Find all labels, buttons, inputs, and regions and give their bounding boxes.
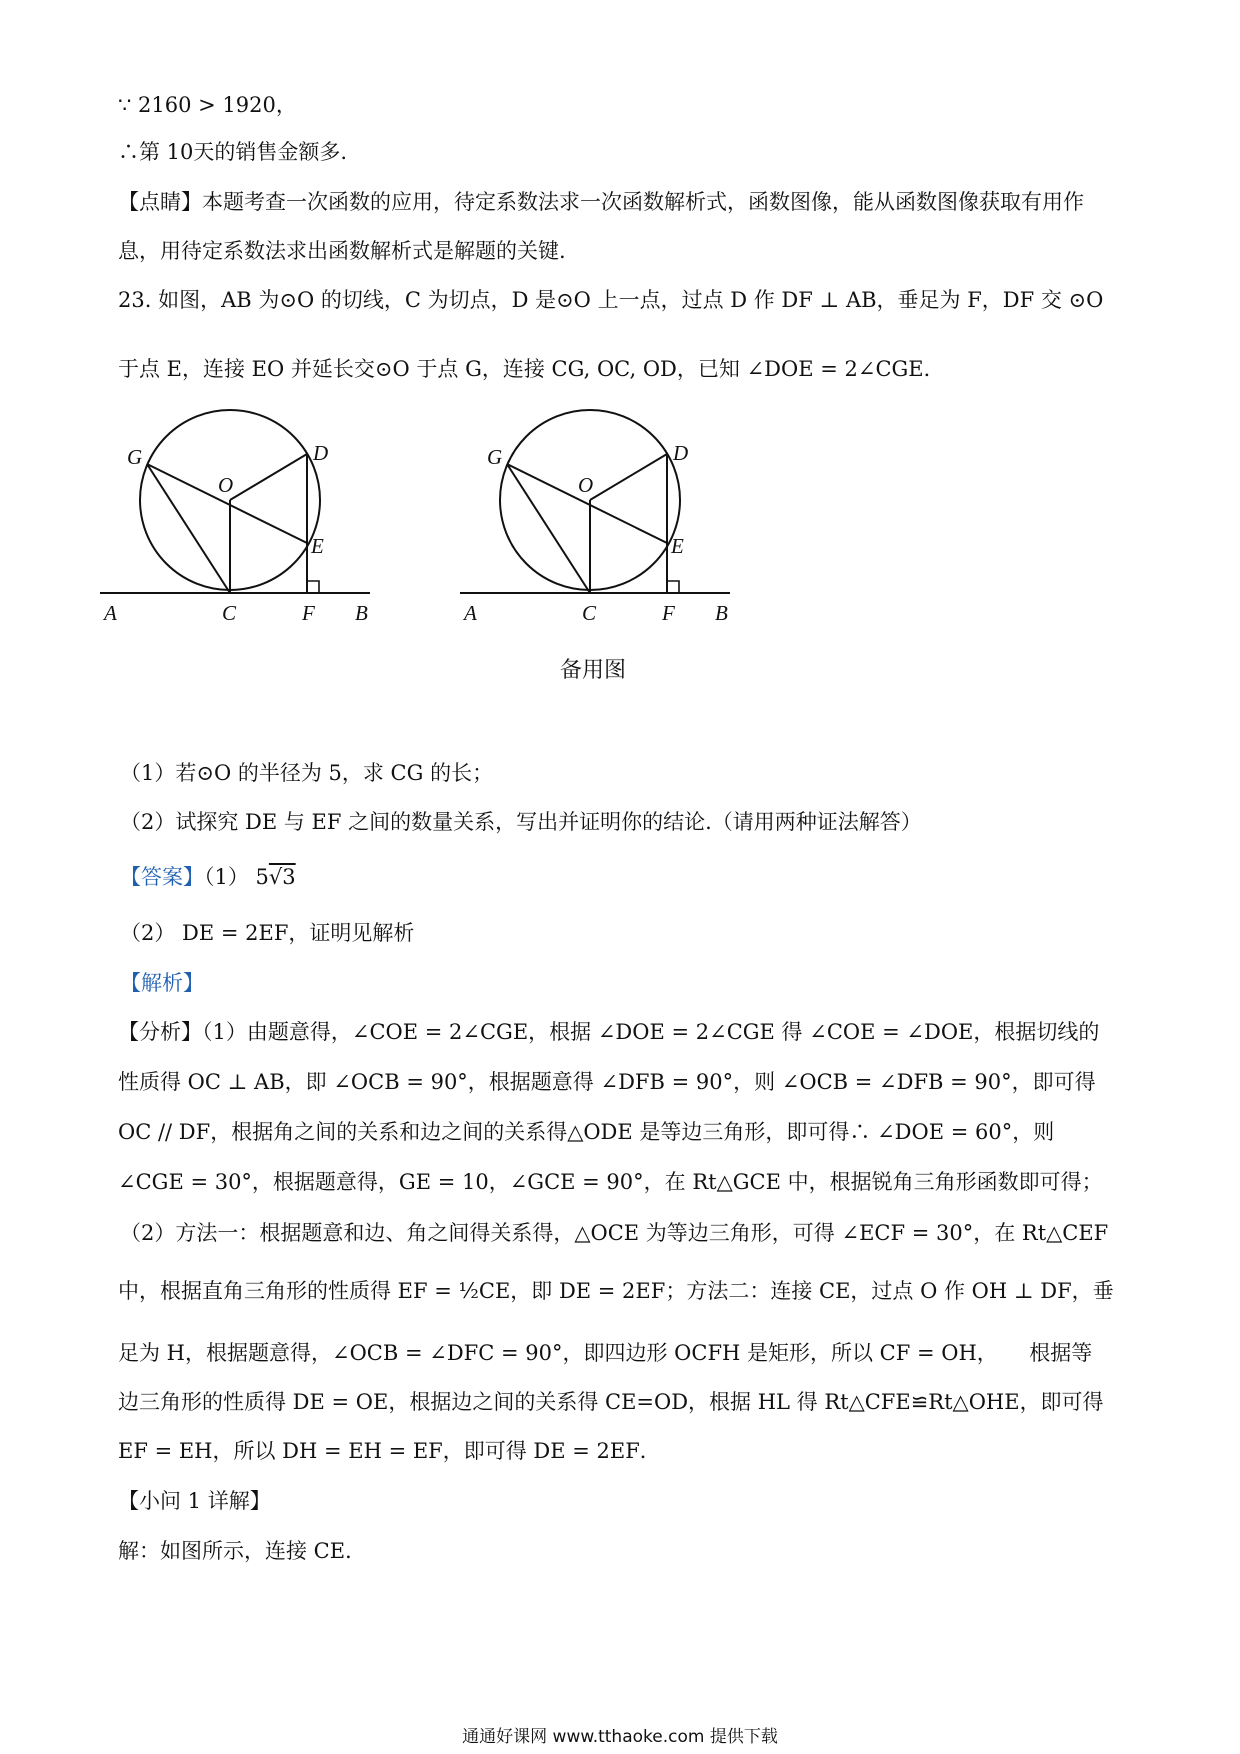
label-b: B: [715, 601, 728, 625]
label-e: E: [671, 534, 684, 558]
analysis-line: （2）方法一：根据题意和边、角之间得关系得，△OCE 为等边三角形，可得 ∠ECF = 30°，在 Rt△CEF: [120, 1221, 1109, 1245]
question-23-line: 于点 E，连接 EO 并延长交⊙O 于点 G，连接 CG, OC, OD，已知 ∠DOE = 2∠CGE．: [118, 357, 945, 381]
geometry-figure-spare: [460, 400, 740, 640]
geometry-figure-main: [100, 400, 380, 640]
text-line: 息，用待定系数法求出函数解析式是解题的关键.: [118, 239, 566, 263]
answer-1-radical: √3: [268, 865, 296, 889]
question-23-line: 23. 如图，AB 为⊙O 的切线，C 为切点，D 是⊙O 上一点，过点 D 作 DF ⊥ AB，垂足为 F，DF 交 ⊙O: [118, 288, 1104, 312]
answer-1-prefix: （1） 5: [204, 865, 269, 889]
label-c: C: [582, 601, 597, 625]
label-d: D: [673, 441, 689, 465]
analysis-line: EF = EH，所以 DH = EH = EF，即可得 DE = 2EF．: [118, 1439, 661, 1463]
sub-question-1: （1）若⊙O 的半径为 5，求 CG 的长；: [120, 761, 494, 785]
label-c: C: [222, 601, 237, 625]
label-a: A: [464, 601, 477, 625]
answer-line-2: （2） DE = 2EF，证明见解析: [120, 921, 415, 945]
sub-question-2: （2）试探究 DE 与 EF 之间的数量关系，写出并证明你的结论.（请用两种证法解答）: [120, 810, 922, 834]
label-e: E: [311, 534, 324, 558]
analysis-line: OC // DF，根据角之间的关系和边之间的关系得△ODE 是等边三角形，即可得∴ ∠DOE = 60°，则: [118, 1120, 1055, 1144]
label-f: F: [302, 601, 315, 625]
analysis-line: ∠CGE = 30°，根据题意得，GE = 10，∠GCE = 90°，在 Rt△GCE 中，根据锐角三角形函数即可得；: [118, 1170, 1103, 1194]
analysis-line: 【分析】（1）由题意得，∠COE = 2∠CGE，根据 ∠DOE = 2∠CGE 得 ∠COE = ∠DOE，根据切线的: [118, 1020, 1100, 1044]
sub-answer-heading: 【小问 1 详解】: [118, 1489, 271, 1513]
text-line: ∵ 2160 > 1920，: [118, 93, 297, 117]
figure-caption: 备用图: [560, 658, 627, 683]
answer-tag: 【答案】: [120, 865, 204, 889]
text-line: ∴第 10天的销售金额多.: [118, 140, 348, 164]
answer-line-1: [120, 862, 296, 892]
analysis-line: 足为 H，根据题意得，∠OCB = ∠DFC = 90°，即四边形 OCFH 是矩形，所以 CF = OH， 根据等: [118, 1341, 1093, 1365]
label-o: O: [218, 473, 234, 497]
analysis-line: 中，根据直角三角形的性质得 EF = ½CE，即 DE = 2EF；方法二：连接 CE，过点 O 作 OH ⊥ DF，垂: [118, 1279, 1114, 1303]
label-o: O: [578, 473, 594, 497]
page-footer: 通通好课网 www.tthaoke.com 提供下载: [462, 1727, 778, 1747]
analysis-line: 性质得 OC ⊥ AB，即 ∠OCB = 90°，根据题意得 ∠DFB = 90°，则 ∠OCB = ∠DFB = 90°，即可得: [118, 1070, 1096, 1094]
label-g: G: [127, 445, 143, 469]
solution-line: 解：如图所示，连接 CE．: [118, 1539, 367, 1563]
label-b: B: [355, 601, 368, 625]
analysis-line: 边三角形的性质得 DE = OE，根据边之间的关系得 CE=OD，根据 HL 得 Rt△CFE≌Rt△OHE，即可得: [118, 1390, 1104, 1414]
label-a: A: [104, 601, 117, 625]
label-g: G: [487, 445, 503, 469]
label-f: F: [662, 601, 675, 625]
analysis-tag: 【解析】: [120, 971, 204, 995]
label-d: D: [313, 441, 329, 465]
text-line: 【点睛】本题考查一次函数的应用，待定系数法求一次函数解析式，函数图像，能从函数图像获取有用作: [118, 190, 1084, 214]
